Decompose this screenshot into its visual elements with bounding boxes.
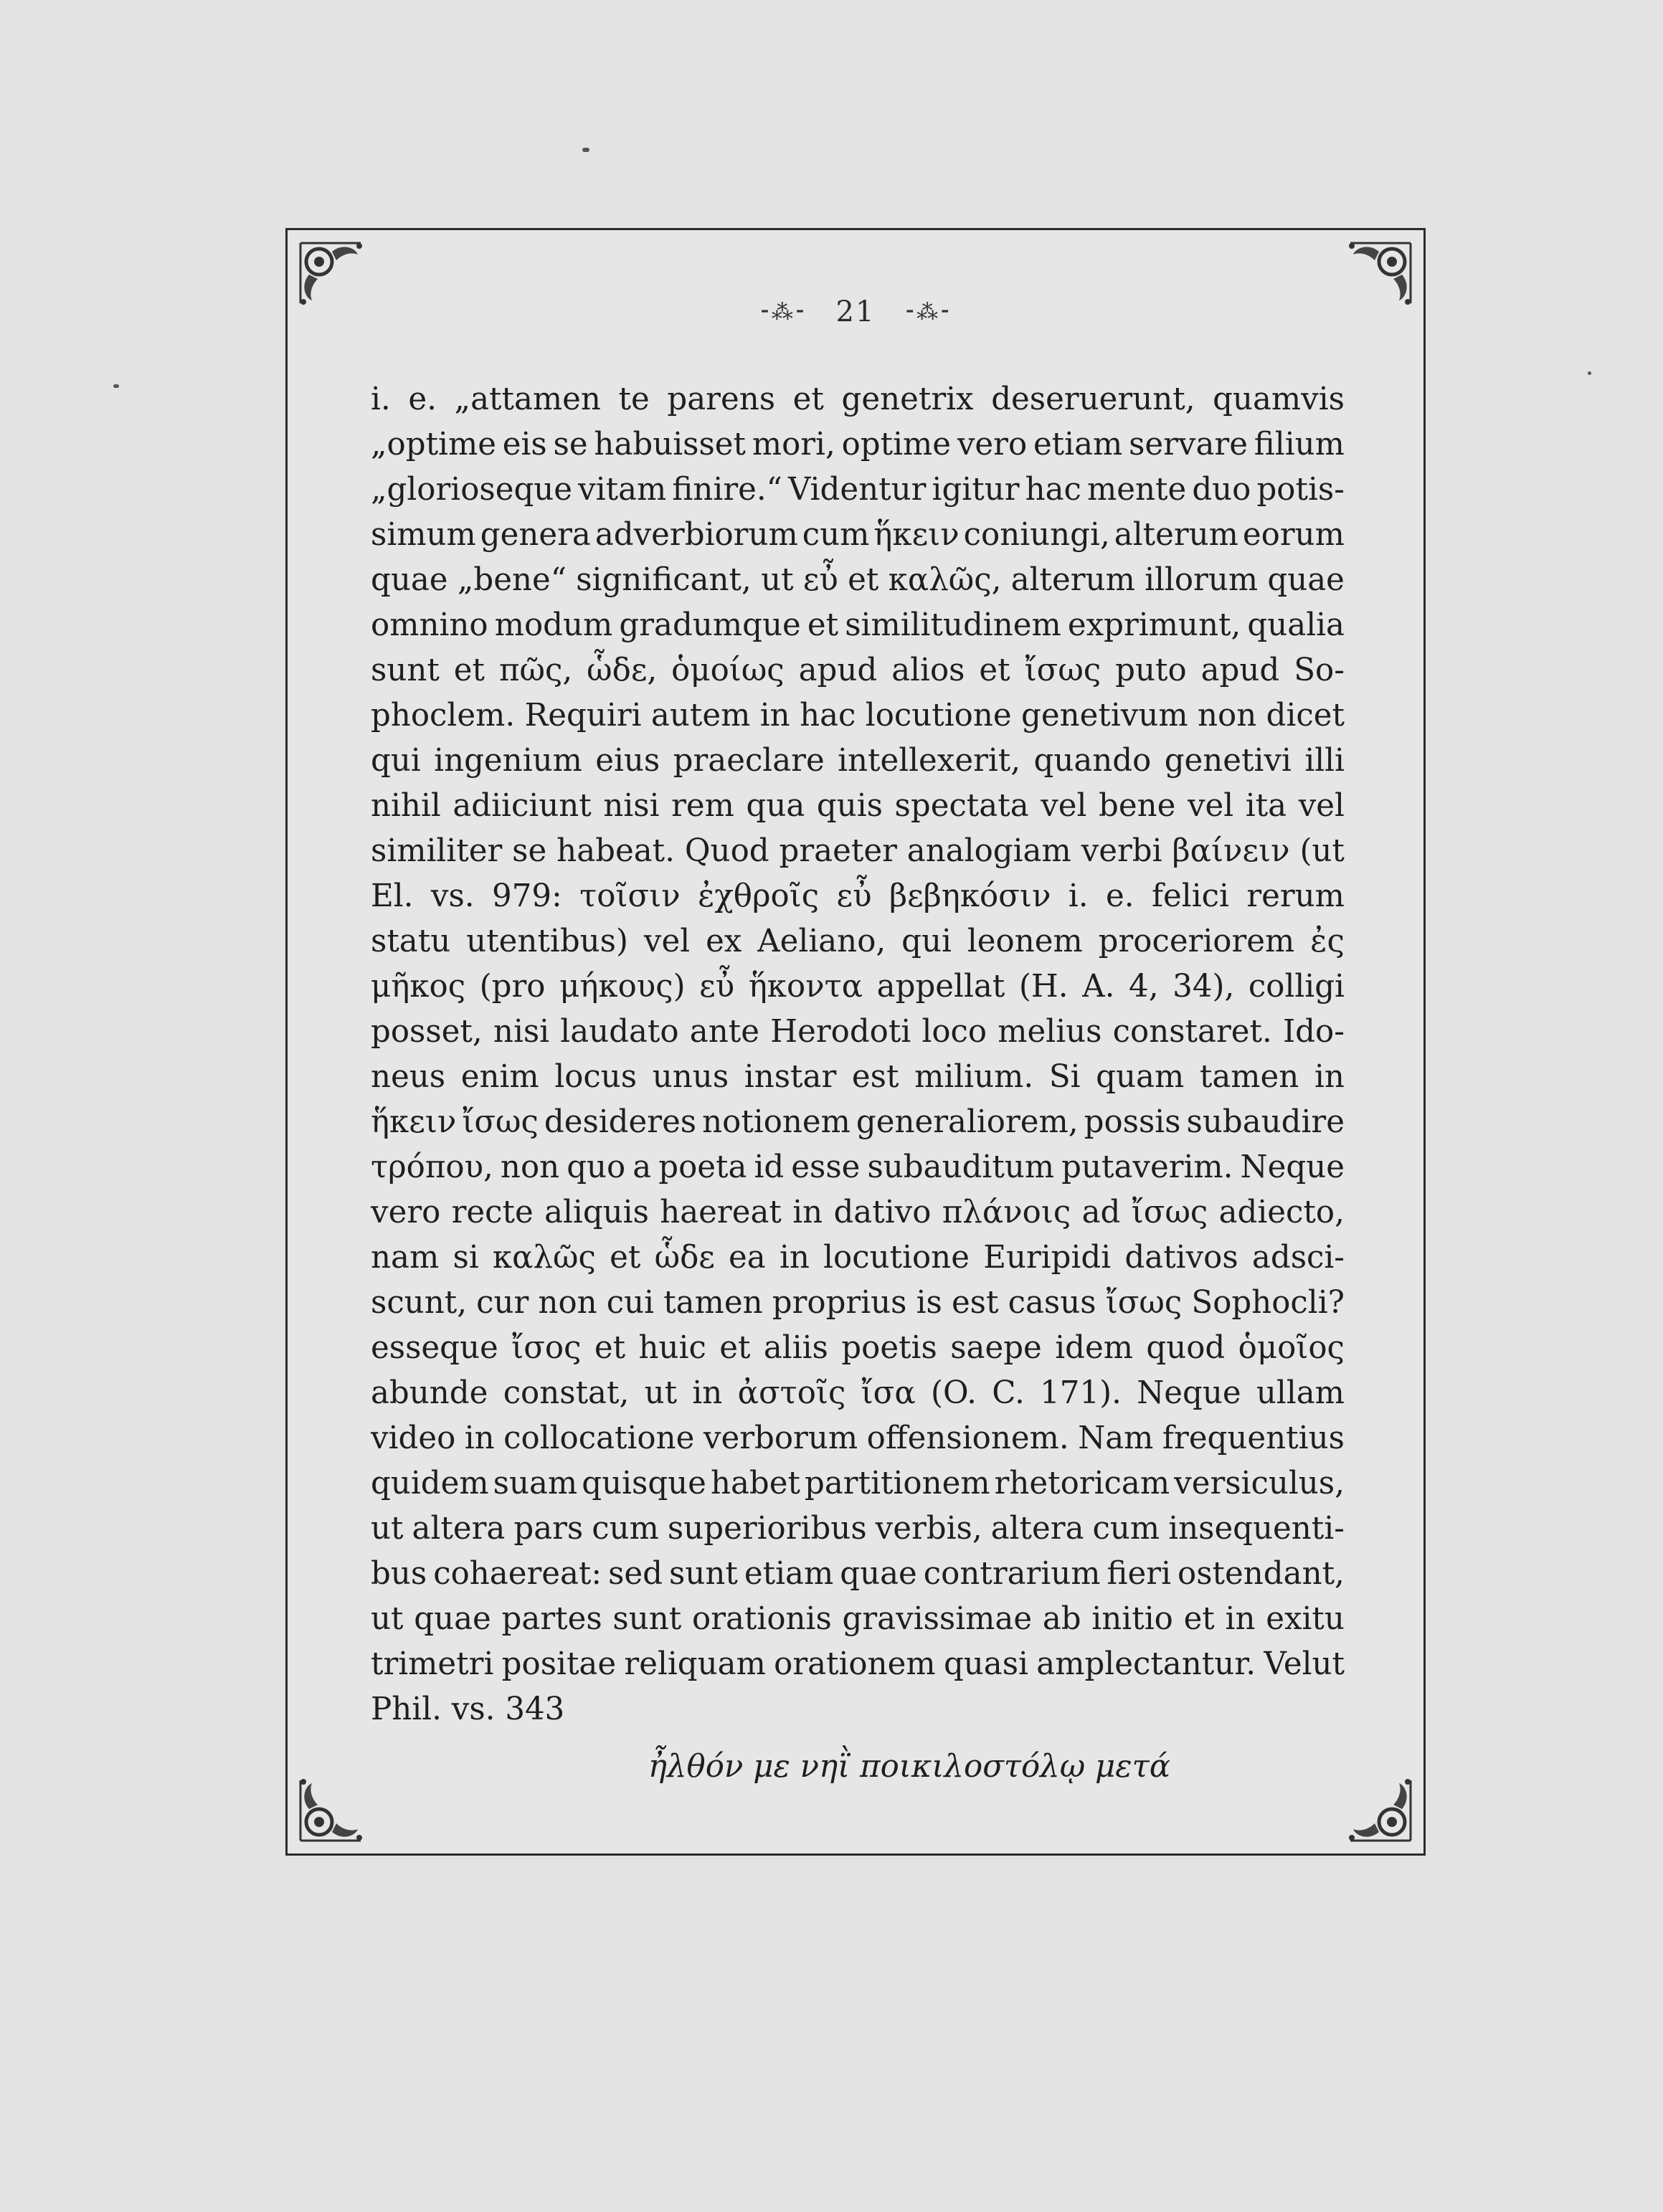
text-line: „optime eis se habuisset mori, optime vero etiam servare filium	[371, 427, 1345, 462]
text-line: video in collocatione verborum offensionem. Nam frequentius	[371, 1420, 1345, 1456]
ink-speck	[1588, 371, 1591, 375]
text-line: nam si καλῶς et ὧδε ea in locutione Euripidi dativos adsci-	[371, 1240, 1345, 1276]
text-line: abunde constat, ut in ἀστοῖς ἴσα (O. C. 171). Neque ullam	[371, 1375, 1345, 1411]
page-number: 21	[835, 295, 876, 328]
corner-ornament-icon	[1345, 1775, 1416, 1846]
text-line: i. e. „attamen te parens et genetrix deseruerunt, quamvis	[371, 381, 1345, 417]
body-text	[371, 377, 1345, 1732]
text-line: qui ingenium eius praeclare intellexerit, quando genetivi illi	[371, 743, 1345, 779]
text-line: ἥκειν ἴσως desideres notionem generaliorem, possis subaudire	[371, 1104, 1345, 1140]
text-line: esseque ἴσος et huic et aliis poetis saepe idem quod ὁμοῖος	[371, 1330, 1345, 1366]
text-line: simum genera adverbiorum cum ἥκειν coniungi, alterum eorum	[371, 517, 1345, 553]
text-line: similiter se habeat. Quod praeter analogiam verbi βαίνειν (ut	[371, 833, 1345, 869]
text-line: Phil. vs. 343	[371, 1691, 565, 1727]
text-line: phoclem. Requiri autem in hac locutione genetivum non dicet	[371, 698, 1345, 734]
text-line: quidem suam quisque habet partitionem rhetoricam versiculus,	[371, 1466, 1345, 1501]
page-frame	[285, 228, 1426, 1856]
text-line: vero recte aliquis haereat in dativo πλάνοις ad ἴσως adiecto,	[371, 1195, 1345, 1230]
text-line: quae „bene“ significant, ut εὖ et καλῶς, alterum illorum quae	[371, 562, 1345, 598]
text-line: sunt et πῶς, ὧδε, ὁμοίως apud alios et ἴσως puto apud So-	[371, 652, 1345, 688]
text-line: ut quae partes sunt orationis gravissimae ab initio et in exitu	[371, 1601, 1345, 1637]
page-header	[288, 293, 1423, 328]
ink-speck	[582, 148, 589, 152]
text-line: neus enim locus unus instar est milium. Si quam tamen in	[371, 1059, 1345, 1095]
text-line: ut altera pars cum superioribus verbis, altera cum insequenti-	[371, 1511, 1345, 1547]
text-line: „glorioseque vitam finire.“ Videntur igitur hac mente duo potis-	[371, 472, 1345, 508]
text-line: trimetri positae reliquam orationem quasi amplectantur. Velut	[371, 1646, 1345, 1682]
text-line: El. vs. 979: τοῖσιν ἐχθροῖς εὖ βεβηκόσιν i. e. felici rerum	[371, 878, 1345, 914]
text-line: nihil adiiciunt nisi rem qua quis spectata vel bene vel ita vel	[371, 788, 1345, 824]
verse-quotation: ἦλθόν με νηῒ ποικιλοστόλῳ μετά	[648, 1749, 1171, 1785]
text-line: τρόπου, non quo a poeta id esse subauditum putaverim. Neque	[371, 1149, 1345, 1185]
text-line: μῆκος (pro μήκους) εὖ ἥκοντα appellat (H. A. 4, 34), colligi	[371, 969, 1345, 1005]
text-line: omnino modum gradumque et similitudinem exprimunt, qualia	[371, 607, 1345, 643]
text-line: statu utentibus) vel ex Aeliano, qui leonem proceriorem ἐς	[371, 924, 1345, 959]
header-ornament-left-icon: ⁃⁂⁃	[759, 299, 807, 325]
ink-speck	[113, 384, 119, 388]
corner-ornament-icon	[295, 1775, 366, 1846]
header-ornament-right-icon: ⁃⁂⁃	[904, 299, 952, 325]
text-line: scunt, cur non cui tamen proprius is est casus ἴσως Sophocli?	[371, 1285, 1345, 1321]
text-line: bus cohaereat: sed sunt etiam quae contrarium fieri ostendant,	[371, 1556, 1345, 1592]
text-line: posset, nisi laudato ante Herodoti loco melius constaret. Ido-	[371, 1014, 1345, 1050]
